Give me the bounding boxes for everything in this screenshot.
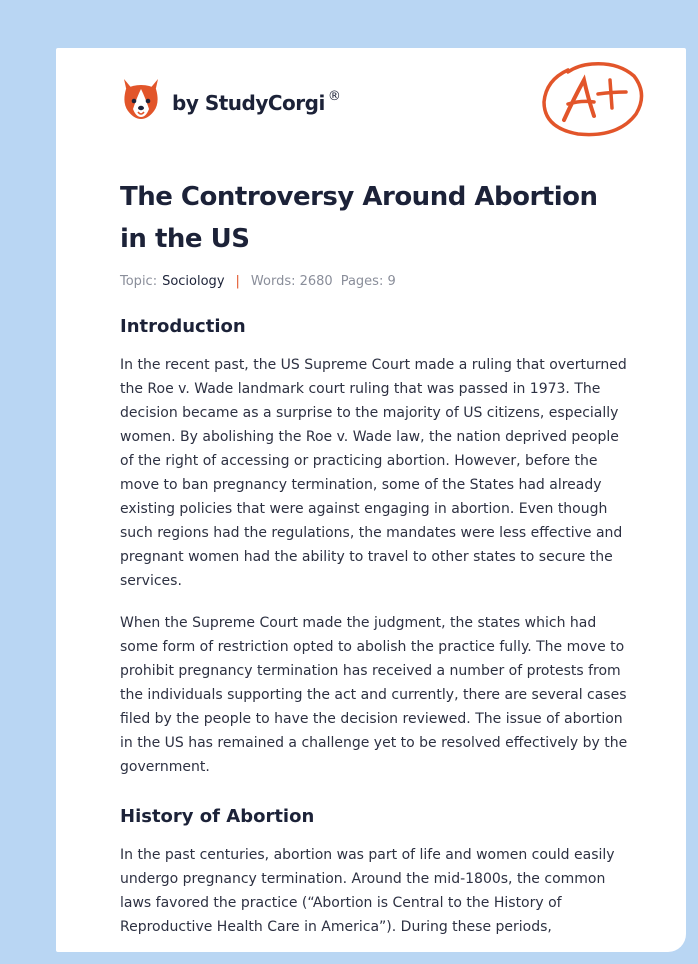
paragraph: In the past centuries, abortion was part of life and women could easily undergo pregnancy termination. Around the mid-1800s, the common laws favored the practice (“Abortion is Central to the History of Reproductive Health Care in America”). During these periods, <box>120 847 615 935</box>
paragraph: When the Supreme Court made the judgment, the states which had some form of restriction opted to abolish the practice fully. The move to prohibit pregnancy termination has received a number of protests from the individuals supporting the act and currently, there are several cases filed by the people to have the decision reviewed. The issue of abortion in the US has remained a challenge yet to be resolved effectively by the government. <box>120 615 628 775</box>
word-count: Words: 2680 <box>250 274 333 289</box>
section-heading-introduction: Introduction <box>120 316 246 337</box>
document-title: The Controversy Around Abortion in the US <box>120 182 598 254</box>
a-plus-icon <box>538 58 648 140</box>
meta-separator: | <box>235 274 240 289</box>
brand-name: by StudyCorgi ® <box>172 89 341 115</box>
topic-label: Topic: <box>120 274 158 289</box>
document-page <box>56 48 686 952</box>
document-body <box>120 176 632 952</box>
paragraph: In the recent past, the US Supreme Court made a ruling that overturned the Roe v. Wade landmark court ruling that was passed in 1973. The decision became as a surprise to the majority of US citizens, especially women. By abolishing the Roe v. Wade law, the nation deprived people of the right of accessing or practicing abortion. However, before the move to ban pregnancy termination, some of the States had already existing policies that were against engaging in abortion. Even though such regions had the regulations, the mandates were less effective and pregnant women had the ability to travel to other states to secure the services. <box>120 357 627 589</box>
page-count: Pages: 9 <box>340 274 396 289</box>
section-heading-history: History of Abortion <box>120 806 315 827</box>
document-meta <box>120 274 632 289</box>
topic-link[interactable]: Sociology <box>162 274 225 289</box>
brand-header[interactable] <box>120 74 340 122</box>
corgi-icon <box>120 75 162 121</box>
